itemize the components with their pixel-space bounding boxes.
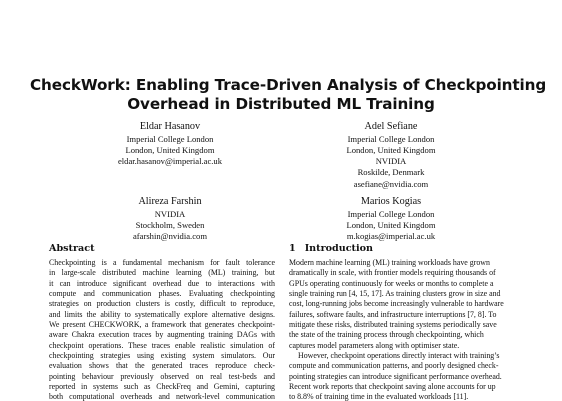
- abstract-line: in large-scale distributed machine learning (ML) training, but: [49, 268, 275, 278]
- author-location: Roskilde, Denmark: [357, 167, 425, 178]
- abstract-heading: Abstract: [49, 243, 95, 254]
- author-name: Adel Sefiane: [364, 121, 418, 132]
- author-email: asefiane@nvidia.com: [353, 178, 429, 189]
- author-block: [311, 120, 471, 190]
- author-block: [90, 120, 250, 167]
- author-location: London, United Kingdom: [346, 219, 436, 230]
- author-block: [311, 195, 471, 242]
- author-email: m.kogias@imperial.ac.uk: [346, 231, 436, 242]
- abstract-line: it can introduce significant overhead due to interactions with: [49, 278, 275, 288]
- intro-line: Recent work reports that checkpoint saving alone accounts for up: [289, 382, 496, 392]
- abstract-line: checkpointing strategies using existing system simulators. Our: [49, 351, 275, 361]
- author-name: Alireza Farshin: [138, 196, 202, 207]
- author-name: Marios Kogias: [360, 196, 422, 207]
- abstract-line: both computational overheads and network-level communication: [49, 392, 275, 401]
- author-block: [90, 195, 250, 242]
- intro-line: dramatically in scale, with frontier models requiring thousands of: [289, 268, 496, 278]
- author-affiliation: Imperial College London: [347, 133, 435, 144]
- abstract-line: pointing behaviour previously observed on real test-beds and: [49, 371, 275, 381]
- author-affiliation: Imperial College London: [126, 133, 214, 144]
- author-name: Eldar Hasanov: [139, 121, 201, 132]
- intro-line: captures model parameters along with optimiser state.: [289, 340, 460, 350]
- section-title: Introduction: [304, 243, 374, 254]
- intro-line: mitigate these risks, distributed training systems periodically save: [289, 320, 497, 330]
- author-email: eldar.hasanov@imperial.ac.uk: [117, 156, 223, 167]
- abstract-line: Checkpointing is a fundamental mechanism for fault tolerance: [49, 258, 275, 267]
- author-email: afarshin@nvidia.com: [132, 231, 208, 242]
- intro-line: pointing strategies can introduce significant performance overhead.: [289, 371, 502, 381]
- abstract-line: and limits the ability to systematically explore alternative designs.: [49, 309, 275, 319]
- introduction-body: [289, 258, 513, 401]
- intro-line: the state of the training process through checkpointing, which: [289, 330, 484, 340]
- abstract-line: strategies on production clusters is costly, difficult to reproduce,: [49, 299, 275, 309]
- introduction-heading: [289, 243, 373, 255]
- abstract-line: evaluation shows that the generated traces reproduce check-: [49, 361, 275, 371]
- abstract-body: [49, 258, 275, 401]
- intro-line: GPUs operating continuously for weeks or months to complete a: [289, 278, 494, 288]
- paper-title-line-1: CheckWork: Enabling Trace-Driven Analysis of Checkpointing: [30, 76, 547, 94]
- abstract-line: compute and communication phases. Evaluating checkpointing: [49, 289, 275, 299]
- section-number: 1: [289, 243, 296, 254]
- abstract-line: checkpoint operations. These traces enable realistic simulation of: [49, 340, 275, 350]
- intro-line: failures, software faults, and infrastructure interruptions [7, 8]. To: [289, 309, 497, 319]
- author-affiliation: NVIDIA: [154, 208, 186, 219]
- intro-line: However, checkpoint operations directly interact with training’s: [298, 351, 500, 361]
- intro-line: to 8.8% of training time in the evaluated workloads [11].: [289, 392, 469, 401]
- abstract-line: reported in systems such as CheckFreq and Gemini, capturing: [49, 382, 275, 392]
- author-affiliation: NVIDIA: [375, 156, 407, 167]
- intro-line: Modern machine learning (ML) training workloads have grown: [289, 258, 490, 267]
- abstract-line: We present CHECKWORK, a framework that generates checkpoint-: [49, 320, 275, 330]
- author-affiliation: Imperial College London: [347, 208, 435, 219]
- intro-line: cost, long-running jobs become increasingly vulnerable to hardware: [289, 299, 504, 309]
- author-location: London, United Kingdom: [346, 144, 436, 155]
- abstract-line: aware Chakra execution traces by augmenting training DAGs with: [49, 330, 275, 340]
- paper-title: [30, 76, 547, 114]
- author-location: London, United Kingdom: [125, 144, 215, 155]
- intro-line: compute and communication patterns, and poorly designed check-: [289, 361, 499, 371]
- paper-title-line-2: Overhead in Distributed ML Training: [127, 95, 435, 113]
- intro-line: single training run [4, 15, 17]. As training clusters grow in size and: [289, 289, 501, 299]
- author-location: Stockholm, Sweden: [135, 219, 205, 230]
